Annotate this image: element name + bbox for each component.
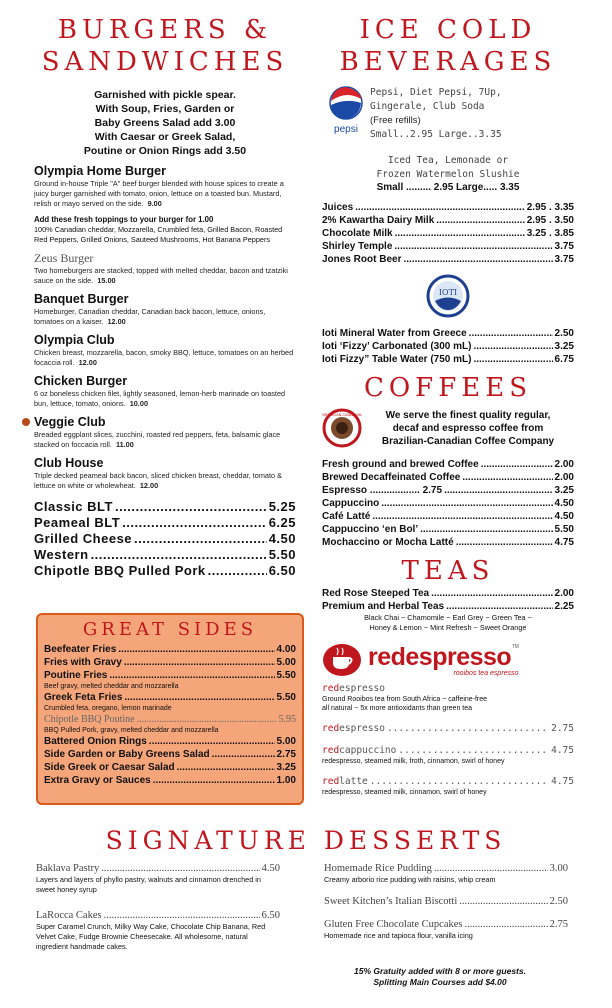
list-item: redcappuccino ..... 4.75	[322, 745, 574, 757]
dessert-item: Homemade Rice Pudding ..... 3.00 Creamy arborio rice pudding with raisins, whip cream	[324, 862, 568, 885]
item-price: 9.00	[147, 199, 162, 208]
intro-line: With Caesar or Greek Salad,	[94, 131, 236, 143]
list-item: Juices ..... 2.95 . 3.35	[322, 201, 574, 214]
item-name: Olympia Home Burger	[34, 164, 166, 178]
menu-item-club-house	[34, 456, 296, 491]
item-name: Veggie Club	[34, 415, 106, 429]
item-desc: Triple decked peameal back bacon, sliced chicken breast, cheddar, tomato & lettuce on white or wholewheat. 12.00	[34, 471, 282, 490]
item-name: Banquet Burger	[34, 292, 129, 306]
svg-text:IOTI: IOTI	[438, 288, 458, 297]
list-item: Red Rose Steeped Tea ..... 2.00	[322, 587, 574, 600]
list-item: Beefeater Fries ..... 4.00	[44, 643, 296, 656]
item-price: 11.00	[115, 440, 134, 449]
burgers-intro	[34, 88, 296, 158]
dessert-item: LaRocca Cakes ..... 6.50 Super Caramel Crunch, Milky Way Cake, Chocolate Chip Banana, Red Velvet Cake, Fudge Brownie Cheesecake. All wholesome, natural ingredient handmade cakes.	[36, 909, 280, 952]
burgers-heading-line2: SANDWICHES	[41, 47, 289, 77]
list-item: Premium and Herbal Teas ..... 2.25	[322, 600, 574, 613]
drinks-list	[322, 201, 574, 266]
pepsi-globe-icon	[329, 86, 363, 120]
item-name: Zeus Burger	[34, 251, 94, 265]
list-item: Chocolate Milk ..... 3.25 . 3.85	[322, 227, 574, 240]
item-desc: Beef gravy, melted cheddar and mozzarella	[44, 683, 179, 690]
desserts-left	[36, 862, 280, 952]
menu-item-chicken	[34, 374, 296, 409]
intro-line: Baby Greens Salad add 3.00	[94, 117, 236, 129]
toppings-desc: 100% Canadian cheddar, Mozzarella, Crumbled feta, Grilled Bacon, Roasted Red Peppers, Grilled Onions, Sauteed Mushrooms, Hot Banana Peppers	[34, 225, 283, 244]
list-item: Greek Feta Fries ..... 5.50	[44, 691, 296, 704]
list-item: Western ..... 5.50	[34, 547, 296, 563]
toppings-title: Add these fresh toppings to your burger for 1.00	[34, 215, 214, 224]
item-name: Olympia Club	[34, 333, 115, 347]
beverages-heading-line1: ICE COLD	[359, 15, 537, 45]
list-item: Side Greek or Caesar Salad ..... 3.25	[44, 761, 296, 774]
veggie-bullet-icon	[22, 418, 30, 426]
item-price: 15.00	[97, 276, 116, 285]
list-item: Ioti Mineral Water from Greece ..... 2.50	[322, 327, 574, 340]
menu-item-veggie	[34, 415, 296, 450]
item-desc: Crumbled feta, oregano, lemon marinade	[44, 705, 172, 712]
list-item: Mochaccino or Mocha Latté ..... 4.75	[322, 536, 574, 549]
list-item: Espresso .................. 2.75 ..... 3.25	[322, 484, 574, 497]
item-desc: Two homeburgers are stacked, topped with melted cheddar, bacon and tzatziki sauce on the side. 15.00	[34, 266, 288, 285]
coffee-intro	[322, 408, 574, 448]
ioti-logo-icon	[426, 274, 470, 318]
item-desc: Chicken breast, mozzarella, bacon, smoky BBQ, lettuce, tomatoes on an herbed focaccia roll. 12.00	[34, 348, 294, 367]
beverages-heading-line2: BEVERAGES	[339, 47, 557, 77]
list-item: Battered Onion Rings ..... 5.00	[44, 735, 296, 748]
dessert-item: Baklava Pastry ..... 4.50 Layers and layers of phyllo pastry, walnuts and cinnamon drenched in sweet honey syrup	[36, 862, 280, 895]
menu-item-olympia-home	[34, 164, 296, 209]
iced-block: Iced Tea, Lemonade or Frozen Watermelon Slushie	[376, 155, 520, 180]
list-item: Chipotle BBQ Poutine ..... 5.95	[44, 713, 296, 726]
item-desc: 6 oz boneless chicken filet, lightly seasoned, lemon-herb marinade on toasted bun, lettuce, tomato, onions. 10.00	[34, 389, 286, 408]
list-item: Side Garden or Baby Greens Salad ..... 2.75	[44, 748, 296, 761]
coffee-intro-text: We serve the finest quality regular, decaf and espresso coffee from Brazilian-Canadian Coffee Company	[381, 409, 555, 447]
intro-line: With Soup, Fries, Garden or	[95, 103, 235, 115]
item-name: Club House	[34, 456, 104, 470]
item-price: 12.00	[78, 358, 97, 367]
list-item: redlatte ..... 4.75	[322, 776, 574, 788]
pepsi-wordmark: pepsi	[334, 124, 358, 135]
burgers-heading	[34, 14, 296, 78]
item-desc: Breaded eggplant slices, zucchini, roasted red peppers, feta, balsamic glace stacked on foccacia roll. 11.00	[34, 430, 281, 449]
list-item: redespresso ..... 2.75	[322, 723, 574, 735]
great-sides-box	[36, 613, 304, 805]
list-item: Ioti ‘Fizzy’ Carbonated (300 mL) ..... 3.25	[322, 340, 574, 353]
item-price: 12.00	[139, 481, 159, 490]
beverages-section	[322, 14, 574, 797]
menu-item-banquet	[34, 292, 296, 327]
sides-heading: GREAT SIDES	[82, 619, 258, 640]
list-item: Peameal BLT ..... 6.25	[34, 515, 296, 531]
soda-block	[322, 86, 574, 142]
dessert-item: Sweet Kitchen’s Italian Biscotti ..... 2.50	[324, 895, 568, 908]
list-item: Brewed Decaffeinated Coffee ..... 2.00	[322, 471, 574, 484]
item-desc: redespresso, steamed milk, froth, cinnamon, swirl of honey	[322, 758, 505, 765]
redespresso-intro-desc: Ground Rooibos tea from South Africa ~ caffeine-free all natural ~ 5x more antioxidants than green tea	[322, 696, 488, 712]
burgers-heading-line1: BURGERS &	[57, 15, 273, 45]
menu-item-zeus	[34, 251, 296, 286]
list-item: Poutine Fries ..... 5.50	[44, 669, 296, 682]
redespresso-intro: redespresso	[322, 683, 385, 694]
item-desc: redespresso, steamed milk, cinnamon, swirl of honey	[322, 789, 487, 796]
intro-line: Garnished with pickle spear.	[94, 89, 236, 101]
dessert-item: Gluten Free Chocolate Cupcakes ..... 2.75 Homemade rice and tapioca flour, vanilla icing	[324, 918, 568, 941]
menu-item-olympia-club	[34, 333, 296, 368]
item-name: Chicken Burger	[34, 374, 128, 388]
coffee-list	[322, 458, 574, 549]
list-item: Classic BLT ..... 5.25	[34, 499, 296, 515]
ioti-logo	[322, 274, 574, 323]
desserts-heading: SIGNATURE DESSERTS	[105, 826, 507, 855]
coffees-heading: COFFEES	[363, 373, 533, 403]
teas-heading: TEAS	[401, 556, 495, 586]
list-item: 2% Kawartha Dairy Milk ..... 2.95 . 3.50	[322, 214, 574, 227]
intro-line: Poutine or Onion Rings add 3.50	[83, 145, 247, 157]
list-item: Jones Root Beer ..... 3.75	[322, 253, 574, 266]
iced-sizes: Small ......... 2.95 Large..... 3.35	[376, 182, 520, 193]
toppings-addon	[34, 215, 296, 245]
redespresso-tm: TM	[512, 643, 519, 650]
item-desc: Ground in-house Triple "A" beef burger blended with house spices to create a juicy burger garnished with tomato, onion, lettuce on a toasted bun. Mustard, relish or mayo served on the side. 9.00	[34, 179, 284, 208]
item-desc: Homeburger, Canadian cheddar, Canadian back bacon, lettuce, onions, tomatoes on a kaiser. 12.00	[34, 307, 266, 326]
burgers-section	[34, 14, 296, 579]
item-desc: BBQ Pulled Pork, gravy, melted cheddar and mozzarella	[44, 727, 219, 734]
desserts-right	[324, 862, 568, 941]
list-item: Cappuccino ..... 4.50	[322, 497, 574, 510]
red-cup-icon	[322, 643, 362, 677]
item-price: 12.00	[107, 317, 126, 326]
beverages-heading	[322, 14, 574, 78]
list-item: Extra Gravy or Sauces ..... 1.00	[44, 774, 296, 787]
list-item: Chipotle BBQ Pulled Pork ..... 6.50	[34, 563, 296, 579]
list-item: Café Latté ..... 4.50	[322, 510, 574, 523]
tea-list	[322, 587, 574, 633]
svg-text:BRAZILIAN CANADIAN: BRAZILIAN CANADIAN	[322, 413, 362, 417]
sandwich-list	[34, 499, 296, 579]
footer-note: 15% Gratuity added with 8 or more guests. Splitting Main Courses add $4.00	[354, 966, 526, 987]
item-price: 10.00	[129, 399, 149, 408]
redespresso-tagline: rooibos tea espresso	[453, 669, 519, 677]
list-item: Cappuccino ‘en Bol’ ..... 5.50	[322, 523, 574, 536]
soda-text: Pepsi, Diet Pepsi, 7Up, Gingerale, Club Soda (Free refills) Small..2.95 Large..3.35	[370, 87, 502, 140]
pepsi-logo	[322, 86, 370, 135]
brazilian-canadian-badge-icon	[322, 408, 362, 448]
list-item: Fries with Gravy ..... 5.00	[44, 656, 296, 669]
list-item: Shirley Temple ..... 3.75	[322, 240, 574, 253]
list-item: Fresh ground and brewed Coffee ..... 2.00	[322, 458, 574, 471]
tea-varieties: Black Chai ~ Chamomile ~ Earl Grey ~ Green Tea ~ Honey & Lemon ~ Mint Refresh ~ Sweet Orange	[364, 613, 532, 632]
redespresso-wordmark: redespresso	[368, 642, 512, 671]
water-list	[322, 327, 574, 366]
list-item: Grilled Cheese ..... 4.50	[34, 531, 296, 547]
list-item: Ioti Fizzy” Table Water (750 mL) ..... 6.75	[322, 353, 574, 366]
redespresso-logo	[322, 643, 574, 677]
